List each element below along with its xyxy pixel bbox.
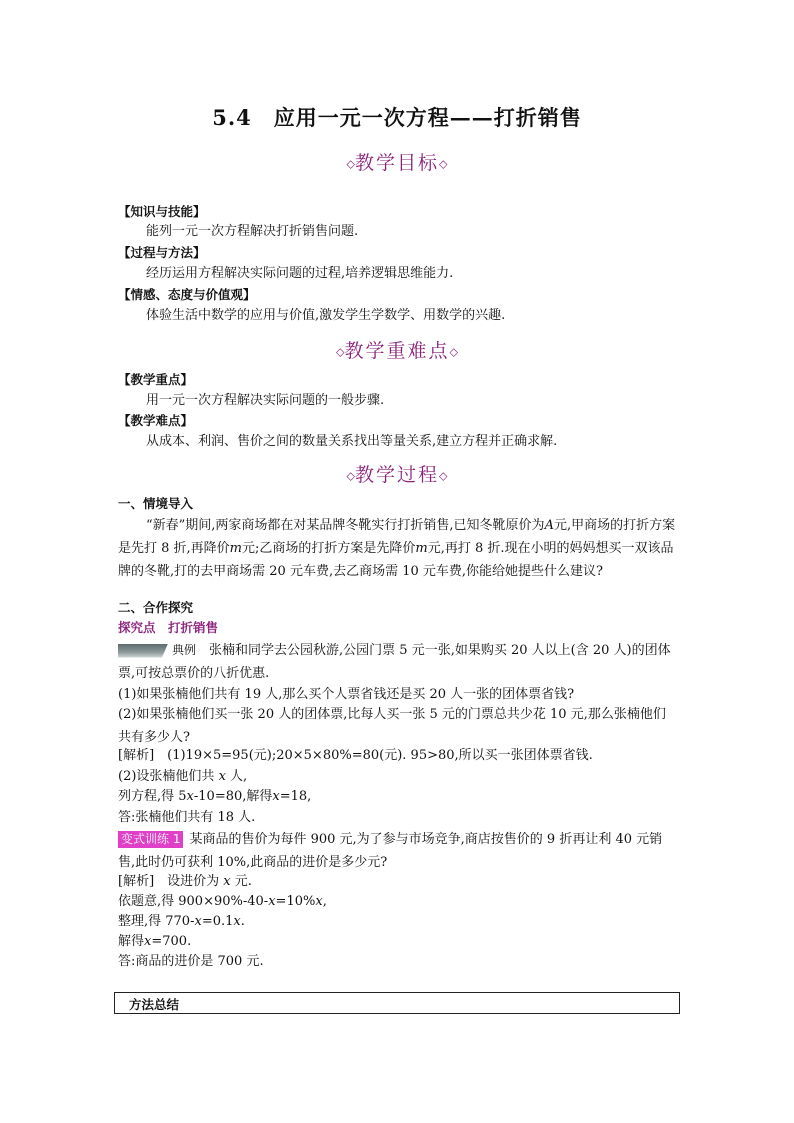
method-summary-label: 方法总结 (129, 997, 180, 1012)
method-summary-box (114, 992, 680, 1014)
analysis-b2: 依题意,得 900×90%-40-x=10%x, (118, 894, 327, 909)
answer-2: 答:商品的进价是 700 元. (118, 954, 264, 969)
heading-key-point: 【教学重点】 (118, 372, 194, 387)
diamond-icon: ◇ (439, 157, 448, 171)
heading-explore: 二、合作探究 (118, 600, 194, 615)
heading-process-method: 【过程与方法】 (118, 245, 206, 260)
answer-1: 答:张楠他们共有 18 人. (118, 810, 256, 825)
text-knowledge: 能列一元一次方程解决打折销售问题. (146, 224, 359, 239)
analysis-2: (2)设张楠他们共 x 人, (118, 769, 248, 784)
heading-difficult-point: 【教学难点】 (118, 413, 194, 428)
diamond-icon: ◇ (346, 157, 355, 171)
heading-intro: 一、情境导入 (118, 496, 194, 511)
analysis-b4: 解得x=700. (118, 934, 192, 949)
intro-paragraph: “新春”期间,两家商场都在对某品牌冬靴实行打折销售,已知冬靴原价为A元,甲商场的打折方案是先打 8 折,再降价m元;乙商场的打折方案是先降价m元,再打 8 折.现在小明的妈妈想买一双该品牌的冬靴,打的去甲商场需 20 元车费,去乙商场需 10 元车费,你能给她提些什么建议? (118, 518, 676, 579)
text-key-point: 用一元一次方程解决实际问题的一般步骤. (146, 393, 385, 408)
variant-badge: 变式训练 1 (118, 831, 183, 848)
diamond-icon: ◇ (346, 469, 355, 483)
text-attitude: 体验生活中数学的应用与价值,激发学生学数学、用数学的兴趣. (146, 308, 506, 323)
example-icon (118, 644, 168, 658)
banner-label: 教学过程 (354, 464, 439, 486)
text-difficult-point: 从成本、利润、售价之间的数量关系找出等量关系,建立方程并正确求解. (146, 434, 558, 449)
heading-attitude: 【情感、态度与价值观】 (118, 287, 256, 302)
diamond-icon: ◇ (449, 345, 458, 359)
diamond-icon: ◇ (336, 345, 345, 359)
variant-paragraph: 变式训练 1 某商品的售价为每件 900 元,为了参与市场竞争,商店按售价的 9 折再让利 40 元销售,此时仍可获利 10%,此商品的进价是多少元? (118, 832, 663, 870)
analysis-3: 列方程,得 5x-10=80,解得x=18, (118, 789, 312, 804)
explore-point-label: 探究点 打折销售 (118, 620, 219, 635)
heading-knowledge: 【知识与技能】 (118, 204, 206, 219)
section-banner-keypoints (0, 336, 794, 363)
analysis-1: [解析] (1)19×5=95(元);20×5×80%=80(元). 95>80,所以买一张团体票省钱. (118, 748, 593, 763)
example-paragraph: 典例 张楠和同学去公园秋游,公园门票 5 元一张,如果购买 20 人以上(含 20 人)的团体票,可按总票价的八折优惠. (118, 643, 671, 681)
section-banner-process (0, 460, 794, 487)
banner-label: 教学目标 (354, 152, 439, 174)
analysis-b1: [解析] 设进价为 x 元. (118, 874, 252, 889)
banner-label: 教学重难点 (344, 340, 450, 362)
diamond-icon: ◇ (439, 469, 448, 483)
section-banner-goals (0, 148, 794, 175)
question-1: (1)如果张楠他们共有 19 人,那么买个人票省钱还是买 20 人一张的团体票省钱? (118, 687, 575, 702)
analysis-b3: 整理,得 770-x=0.1x. (118, 914, 245, 929)
question-2: (2)如果张楠他们买一张 20 人的团体票,比每人买一张 5 元的门票总共少花 10 元,那么张楠他们共有多少人? (118, 707, 666, 745)
page-title: 5.4 应用一元一次方程——打折销售 (212, 105, 582, 130)
text-process-method: 经历运用方程解决实际问题的过程,培养逻辑思维能力. (146, 266, 454, 281)
